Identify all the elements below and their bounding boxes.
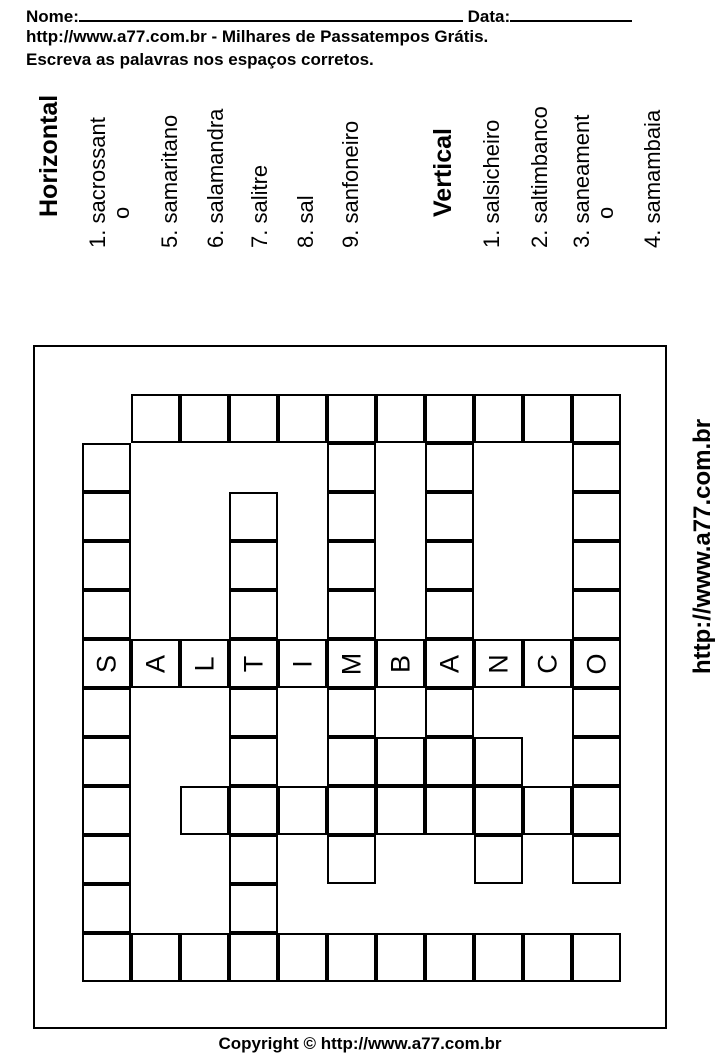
grid-cell[interactable] xyxy=(327,443,376,492)
grid-cell[interactable] xyxy=(82,541,131,590)
clue-text: 5. samaritano xyxy=(157,114,182,248)
vertical-clue-2 xyxy=(528,106,552,248)
grid-cell[interactable] xyxy=(572,786,621,835)
grid-cell[interactable] xyxy=(229,933,278,982)
cell-letter: T xyxy=(238,655,268,672)
grid-cell[interactable] xyxy=(82,492,131,541)
grid-cell[interactable] xyxy=(474,933,523,982)
horizontal-title: Horizontal xyxy=(35,94,63,217)
cell-letter: B xyxy=(385,654,415,673)
date-label: Data: xyxy=(467,7,511,26)
grid-cell[interactable] xyxy=(327,688,376,737)
clue-text: 1. salsicheiro xyxy=(479,119,504,248)
grid-cell[interactable] xyxy=(278,394,327,443)
grid-cell[interactable] xyxy=(229,492,278,541)
clue-text: 1. sacrossant xyxy=(85,117,110,248)
grid-cell[interactable] xyxy=(376,639,425,688)
clue-text: 4. samambaia xyxy=(640,109,665,248)
cell-letter: L xyxy=(189,655,219,672)
cell-letter: M xyxy=(336,652,366,675)
clue-text: 6. salamandra xyxy=(203,108,228,248)
grid-cell[interactable] xyxy=(425,786,474,835)
cell-letter: A xyxy=(140,654,170,673)
horizontal-clue-5 xyxy=(294,195,318,248)
name-date-line xyxy=(26,4,632,27)
date-field[interactable] xyxy=(510,4,632,22)
clue-wrap: o xyxy=(593,206,618,219)
grid-cell[interactable] xyxy=(229,884,278,933)
grid-cell[interactable] xyxy=(572,688,621,737)
grid-cell[interactable] xyxy=(572,737,621,786)
grid-cell[interactable] xyxy=(327,541,376,590)
grid-cell[interactable] xyxy=(474,394,523,443)
name-label: Nome: xyxy=(26,7,79,26)
cell-letter: C xyxy=(532,653,562,674)
grid-cell[interactable] xyxy=(376,786,425,835)
grid-cell[interactable] xyxy=(474,786,523,835)
horizontal-clue-2 xyxy=(158,115,182,248)
grid-cell[interactable] xyxy=(278,786,327,835)
grid-cell[interactable] xyxy=(131,394,180,443)
grid-cell[interactable] xyxy=(229,541,278,590)
grid-cell[interactable] xyxy=(327,590,376,639)
grid-cell[interactable] xyxy=(572,492,621,541)
grid-cell[interactable] xyxy=(180,786,229,835)
horizontal-clue-4 xyxy=(248,165,272,248)
grid-cell[interactable] xyxy=(278,639,327,688)
grid-cell[interactable] xyxy=(82,639,131,688)
cell-letter: O xyxy=(581,652,611,675)
grid-cell[interactable] xyxy=(327,933,376,982)
grid-cell[interactable] xyxy=(180,639,229,688)
grid-cell[interactable] xyxy=(523,394,572,443)
grid-cell[interactable] xyxy=(327,492,376,541)
cell-letter: N xyxy=(483,653,513,674)
grid-cell[interactable] xyxy=(523,933,572,982)
grid-cell[interactable] xyxy=(327,639,376,688)
grid-cell[interactable] xyxy=(523,639,572,688)
clue-text: 3. saneament xyxy=(569,114,594,248)
grid-cell[interactable] xyxy=(229,835,278,884)
horizontal-clue-3 xyxy=(204,109,228,248)
grid-cell[interactable] xyxy=(82,884,131,933)
grid-cell[interactable] xyxy=(229,639,278,688)
grid-cell[interactable] xyxy=(82,443,131,492)
horizontal-clue-6 xyxy=(339,121,363,248)
grid-cell[interactable] xyxy=(327,835,376,884)
grid-cell[interactable] xyxy=(425,590,474,639)
side-url: http://www.a77.com.br xyxy=(689,418,716,674)
grid-cell[interactable] xyxy=(572,639,621,688)
clue-text: 7. salitre xyxy=(247,164,272,248)
grid-cell[interactable] xyxy=(425,394,474,443)
grid-cell[interactable] xyxy=(425,443,474,492)
grid-cell[interactable] xyxy=(180,394,229,443)
grid-cell[interactable] xyxy=(425,688,474,737)
clue-text: 8. sal xyxy=(293,195,318,248)
grid-cell[interactable] xyxy=(425,492,474,541)
grid-cell[interactable] xyxy=(229,737,278,786)
grid-cell[interactable] xyxy=(425,737,474,786)
grid-cell[interactable] xyxy=(229,394,278,443)
grid-cell[interactable] xyxy=(82,688,131,737)
grid-cell[interactable] xyxy=(572,541,621,590)
cell-letter: S xyxy=(91,654,121,673)
vertical-clue-4 xyxy=(641,110,665,248)
grid-cell[interactable] xyxy=(572,394,621,443)
grid-cell[interactable] xyxy=(425,639,474,688)
grid-cell[interactable] xyxy=(82,835,131,884)
horizontal-clue-1 xyxy=(86,117,134,248)
grid-cell[interactable] xyxy=(474,737,523,786)
grid-cell[interactable] xyxy=(82,590,131,639)
grid-cell[interactable] xyxy=(425,933,474,982)
grid-cell[interactable] xyxy=(474,835,523,884)
clue-text: 2. saltimbanco xyxy=(527,106,552,248)
vertical-clue-1 xyxy=(480,120,504,248)
grid-cell[interactable] xyxy=(82,737,131,786)
grid-cell[interactable] xyxy=(572,443,621,492)
grid-cell[interactable] xyxy=(229,590,278,639)
grid-cell[interactable] xyxy=(376,394,425,443)
grid-cell[interactable] xyxy=(82,933,131,982)
instruction: Escreva as palavras nos espaços corretos. xyxy=(26,50,374,69)
grid-cell[interactable] xyxy=(523,786,572,835)
cell-letter: A xyxy=(434,654,464,673)
grid-cell[interactable] xyxy=(425,541,474,590)
grid-cell[interactable] xyxy=(278,933,327,982)
grid-cell[interactable] xyxy=(474,639,523,688)
grid-cell[interactable] xyxy=(572,590,621,639)
grid-cell[interactable] xyxy=(572,933,621,982)
clue-text: 9. sanfoneiro xyxy=(338,120,363,248)
cell-letter: I xyxy=(287,659,317,668)
grid-cell[interactable] xyxy=(229,688,278,737)
grid-cell[interactable] xyxy=(572,835,621,884)
vertical-clue-3 xyxy=(570,115,618,248)
grid-cell[interactable] xyxy=(131,933,180,982)
name-field[interactable] xyxy=(79,4,463,22)
vertical-title: Vertical xyxy=(429,128,457,217)
grid-cell[interactable] xyxy=(376,737,425,786)
grid-cell[interactable] xyxy=(327,737,376,786)
grid-cell[interactable] xyxy=(327,786,376,835)
clue-wrap: o xyxy=(109,206,134,219)
grid-cell[interactable] xyxy=(131,639,180,688)
grid-cell[interactable] xyxy=(229,786,278,835)
grid-cell[interactable] xyxy=(180,933,229,982)
grid-cell[interactable] xyxy=(376,933,425,982)
footer-copyright: Copyright © http://www.a77.com.br xyxy=(218,1034,502,1053)
grid-cell[interactable] xyxy=(82,786,131,835)
grid-cell[interactable] xyxy=(327,394,376,443)
site-line: http://www.a77.com.br - Milhares de Passatempos Grátis. xyxy=(26,27,489,46)
